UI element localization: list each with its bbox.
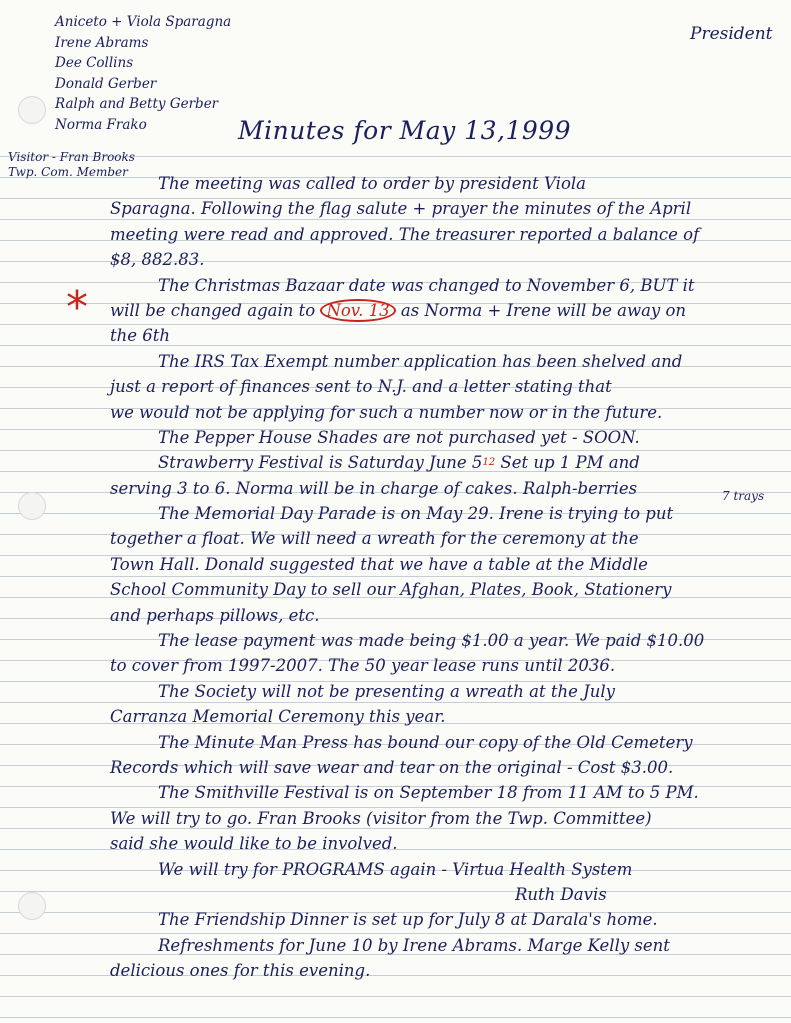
- binder-hole: [18, 492, 46, 520]
- text-line: School Community Day to sell our Afghan, Plates, Book, Stationery: [110, 580, 672, 600]
- text-line: $8, 882.83.: [110, 250, 205, 270]
- trays-note: 7 trays: [722, 489, 765, 503]
- text-line: The Memorial Day Parade is on May 29. Irene is trying to put: [158, 504, 674, 524]
- text-line: We will try to go. Fran Brooks (visitor from the Twp. Committee): [110, 808, 652, 828]
- attendee: Donald Gerber: [55, 75, 157, 92]
- text-line: The meeting was called to order by president Viola: [158, 174, 586, 193]
- text-line: Records which will save wear and tear on the original - Cost $3.00.: [110, 757, 674, 777]
- asterisk-icon: *: [66, 282, 88, 333]
- binder-hole: [18, 96, 46, 124]
- text-line: The IRS Tax Exempt number application has been shelved and: [158, 351, 683, 371]
- text-line: meeting were read and approved. The treasurer reported a balance of: [110, 224, 700, 244]
- text-line: said she would like to be involved.: [110, 834, 398, 854]
- text-line: The Christmas Bazaar date was changed to November 6, BUT it: [158, 275, 695, 295]
- text-fragment: Strawberry Festival is Saturday June 5: [158, 453, 483, 473]
- text-line: just a report of finances sent to N.J. and a letter stating that: [110, 377, 612, 397]
- text-line: The lease payment was made being $1.00 a year. We paid $10.00: [158, 631, 705, 651]
- text-line: the 6th: [110, 326, 171, 346]
- minutes-body: [110, 171, 790, 984]
- attendee: Aniceto + Viola Sparagna: [55, 14, 232, 30]
- attendee: Dee Collins: [55, 55, 134, 71]
- correction-mark: 12: [482, 457, 496, 469]
- text-line: delicious ones for this evening.: [110, 961, 371, 981]
- text-line: together a float. We will need a wreath for the ceremony at the: [110, 529, 639, 549]
- text-line: We will try for PROGRAMS again - Virtua Health System: [158, 859, 633, 879]
- text-fragment: will be changed again to: [110, 300, 316, 320]
- text-fragment: as Norma + Irene will be away on: [400, 300, 687, 320]
- text-line: to cover from 1997-2007. The 50 year lease runs until 2036.: [110, 656, 616, 676]
- circled-date: Nov. 13: [320, 299, 395, 322]
- text-line: we would not be applying for such a number now or in the future.: [110, 402, 663, 422]
- attendee: Ralph and Betty Gerber: [55, 96, 219, 112]
- text-line: Town Hall. Donald suggested that we have a table at the Middle: [110, 554, 648, 574]
- text-line: The Friendship Dinner is set up for July 8 at Darala's home.: [158, 910, 658, 930]
- text-fragment: Set up 1 PM and: [500, 453, 640, 473]
- text-line: and perhaps pillows, etc.: [110, 605, 320, 625]
- text-line: The Smithville Festival is on September 18 from 11 AM to 5 PM.: [158, 783, 699, 803]
- text-line: Sparagna. Following the flag salute + prayer the minutes of the April: [110, 199, 692, 219]
- text-line: The Society will not be presenting a wreath at the July: [158, 681, 615, 701]
- text-line: Carranza Memorial Ceremony this year.: [110, 707, 446, 727]
- text-line: The Pepper House Shades are not purchased yet - SOON.: [158, 427, 640, 447]
- page-title: Minutes for May 13,1999: [238, 116, 572, 145]
- binder-hole: [18, 892, 46, 920]
- text-line: [110, 298, 790, 323]
- visitor-line: Visitor - Fran Brooks: [8, 150, 135, 164]
- text-line: The Minute Man Press has bound our copy of the Old Cemetery: [158, 732, 693, 752]
- attendee-list: [55, 12, 231, 135]
- role-label: President: [690, 24, 773, 44]
- attendee: Norma Frako: [55, 116, 147, 133]
- text-line: [110, 450, 790, 475]
- text-line: Refreshments for June 10 by Irene Abrams. Marge Kelly sent: [158, 935, 670, 955]
- text-line: Ruth Davis: [515, 884, 607, 904]
- attendee: Irene Abrams: [55, 34, 149, 51]
- text-line: serving 3 to 6. Norma will be in charge of cakes. Ralph-berries: [110, 478, 638, 498]
- visitor-line: Twp. Com. Member: [8, 165, 128, 179]
